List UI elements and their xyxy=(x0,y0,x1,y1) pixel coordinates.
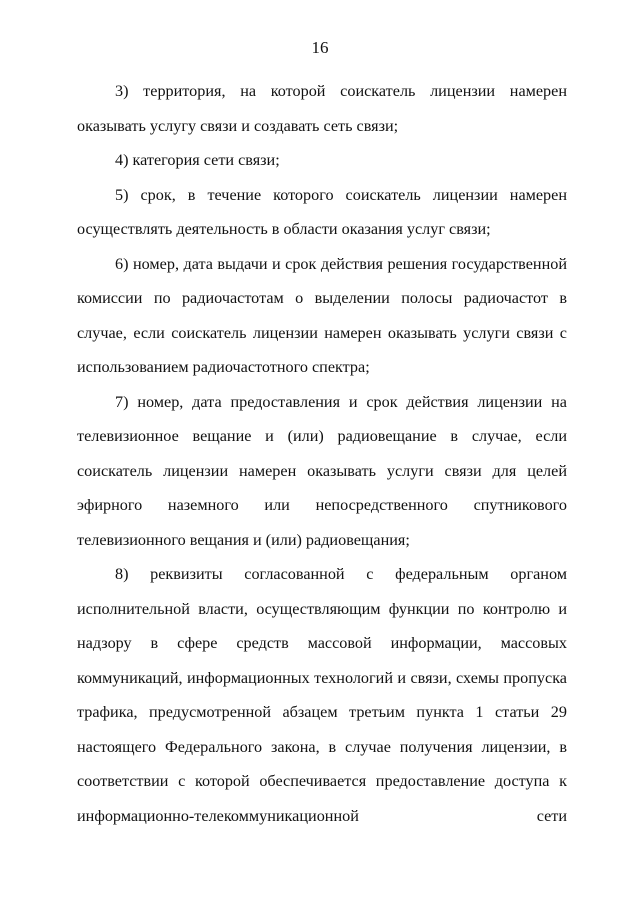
document-body xyxy=(77,74,567,833)
paragraph-item-7: 7) номер, дата предоставления и срок действия лицензии на телевизионное вещание и (или) радиовещание в случае, если соискатель лицензии намерен оказывать услуги связи для целей эфирного наземного или непосредственного спутникового телевизионного вещания и (или) радиовещания; xyxy=(77,392,567,549)
paragraph-item-4: 4) категория сети связи; xyxy=(115,151,280,169)
page-number: 16 xyxy=(311,38,329,57)
paragraph-item-8: 8) реквизиты согласованной с федеральным органом исполнительной власти, осуществляющим функции по контролю и надзору в сфере средств массовой информации, массовых коммуникаций, информационных технологий и связи, схемы пропуска трафика, предусмотренной абзацем третьим пункта 1 статьи 29 настоящего Федерального закона, в случае получения лицензии, в соответствии с которой обеспечивается предоставление доступа к информационно-телекоммуникационной сети xyxy=(77,565,567,825)
paragraph-item-5: 5) срок, в течение которого соискатель лицензии намерен осуществлять деятельность в области оказания услуг связи; xyxy=(77,185,567,238)
paragraph-item-6: 6) номер, дата выдачи и срок действия решения государственной комиссии по радиочастотам о выделении полосы радиочастот в случае, если соискатель лицензии намерен оказывать услуги связи с использованием радиочастотного спектра; xyxy=(77,254,567,376)
paragraph-item-3: 3) территория, на которой соискатель лицензии намерен оказывать услугу связи и создавать сеть связи; xyxy=(77,82,567,135)
